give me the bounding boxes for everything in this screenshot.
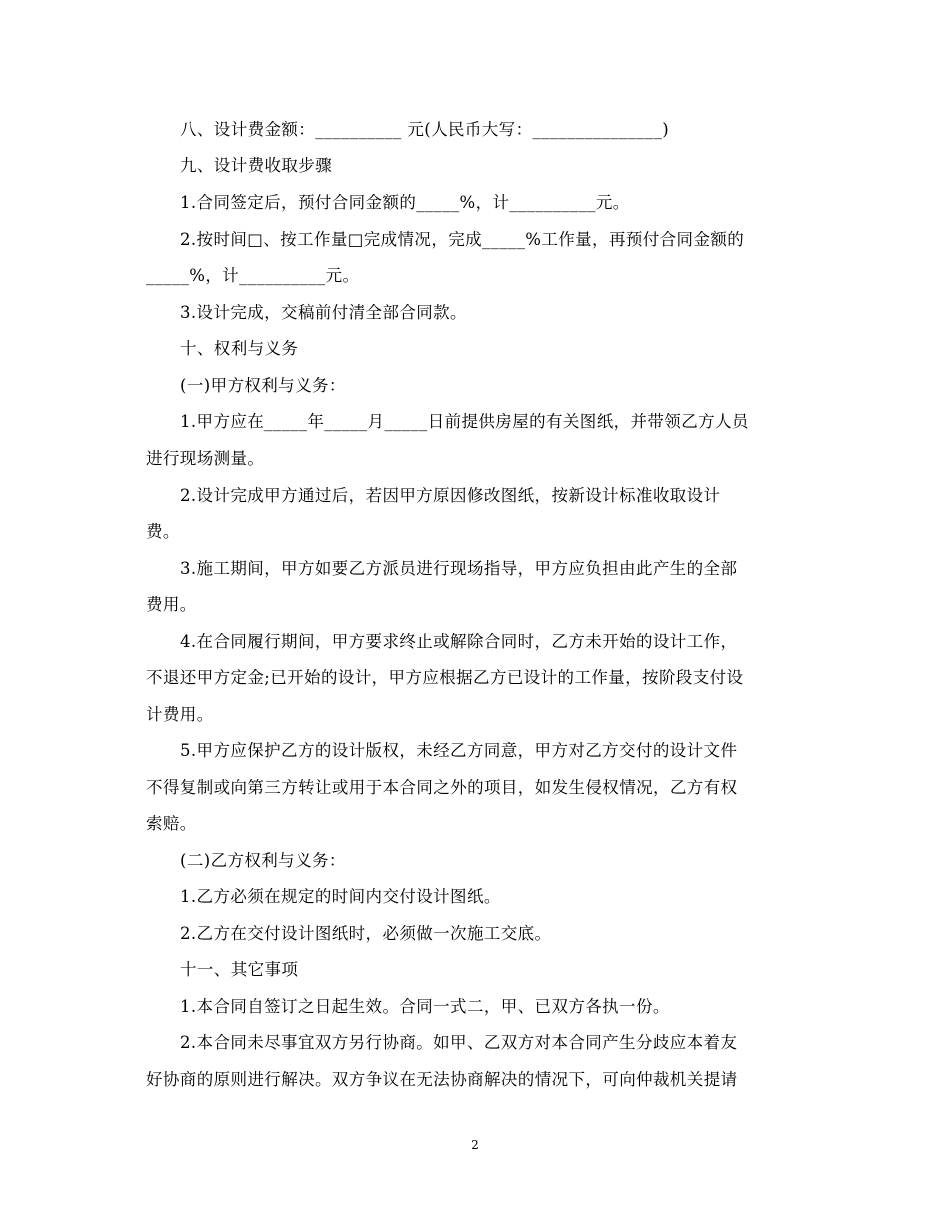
page-number: 2 xyxy=(471,1138,479,1152)
party-b-item-1: 1.乙方必须在规定的时间内交付设计图纸。 xyxy=(180,887,501,906)
party-a-rights-heading: (一)甲方权利与义务： xyxy=(180,376,346,395)
clause-9-item-1: 1.合同签定后，预付合同金额的_____%，计__________元。 xyxy=(180,193,630,212)
party-a-item-1-line-1: 1.甲方应在_____年_____月_____日前提供房屋的有关图纸，并带领乙方人员 xyxy=(180,412,749,431)
party-a-item-4-line-2: 不退还甲方定金;已开始的设计，甲方应根据乙方已设计的工作量，按阶段支付设 xyxy=(146,668,744,687)
party-a-item-1-line-2: 进行现场测量。 xyxy=(146,449,265,468)
party-a-item-2-line-2: 费。 xyxy=(146,522,180,541)
party-a-item-3-line-1: 3.施工期间，甲方如要乙方派员进行现场指导，甲方应负担由此产生的全部 xyxy=(180,559,738,578)
clause-9-heading: 九、设计费收取步骤 xyxy=(180,156,333,175)
clause-11-item-2-line-1: 2.本合同未尽事宜双方另行协商。如甲、乙双方对本合同产生分歧应本着友 xyxy=(180,1033,738,1052)
clause-8-design-fee-amount: 八、设计费金额：__________ 元(人民币大写：_______________) xyxy=(180,120,670,139)
party-a-item-4-line-1: 4.在合同履行期间，甲方要求终止或解除合同时，乙方未开始的设计工作， xyxy=(180,632,738,651)
clause-9-item-2-line-1: 2.按时间□、按工作量□完成情况，完成_____%工作量，再预付合同金额的 xyxy=(180,230,745,249)
clause-9-item-3: 3.设计完成，交稿前付清全部合同款。 xyxy=(180,303,467,322)
clause-11-item-2-line-2: 好协商的原则进行解决。双方争议在无法协商解决的情况下，可向仲裁机关提请 xyxy=(146,1070,738,1089)
clause-11-heading: 十一、其它事项 xyxy=(180,960,299,979)
party-a-item-5-line-2: 不得复制或向第三方转让或用于本合同之外的项目，如发生侵权情况，乙方有权 xyxy=(146,778,738,797)
party-b-item-2: 2.乙方在交付设计图纸时，必须做一次施工交底。 xyxy=(180,924,552,943)
party-a-item-5-line-3: 索赔。 xyxy=(146,814,197,833)
clause-10-heading: 十、权利与义务 xyxy=(180,339,299,358)
clause-9-item-2-line-2: _____%，计__________元。 xyxy=(146,266,360,285)
party-b-rights-heading: (二)乙方权利与义务： xyxy=(180,851,346,870)
party-a-item-5-line-1: 5.甲方应保护乙方的设计版权，未经乙方同意，甲方对乙方交付的设计文件 xyxy=(180,741,738,760)
party-a-item-4-line-3: 计费用。 xyxy=(146,705,214,724)
party-a-item-3-line-2: 费用。 xyxy=(146,595,197,614)
clause-11-item-1: 1.本合同自签订之日起生效。合同一式二，甲、已双方各执一份。 xyxy=(180,997,670,1016)
party-a-item-2-line-1: 2.设计完成甲方通过后，若因甲方原因修改图纸，按新设计标准收取设计 xyxy=(180,486,721,505)
